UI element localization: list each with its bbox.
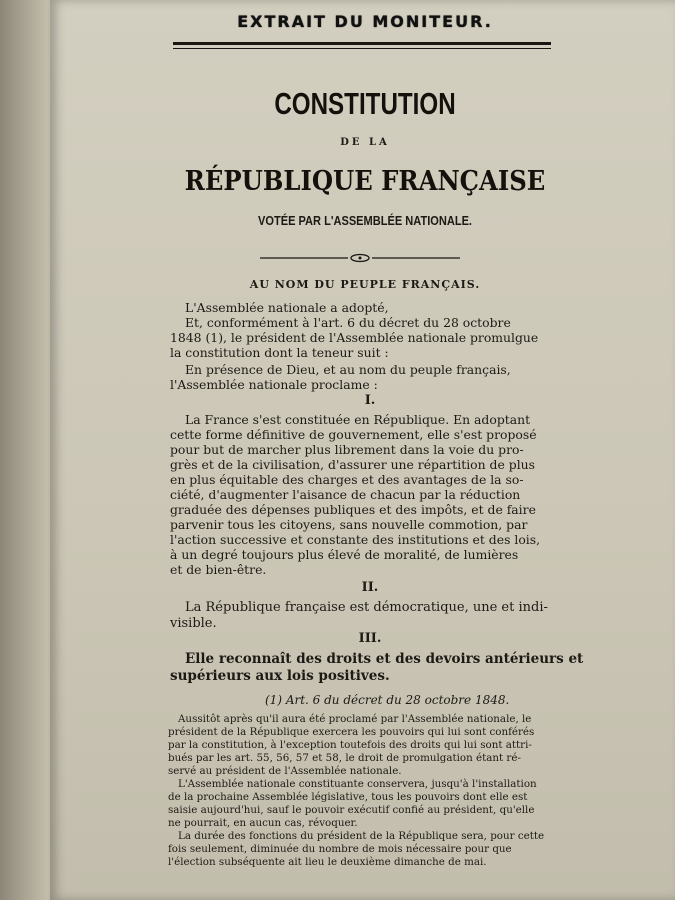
document-subtitle: RÉPUBLIQUE FRANÇAISE: [184, 166, 546, 197]
preamble-line: Et, conformément à l'art. 6 du décret du 28 octobre: [185, 315, 511, 330]
footnote-line: ne pourrait, en aucun cas, révoquer.: [168, 817, 358, 829]
article-line: La République française est démocratique, une et indi-: [185, 600, 548, 615]
document-title: CONSTITUTION: [274, 86, 456, 121]
article-line: et de bien-être.: [170, 562, 267, 577]
footnote-line: bués par les art. 55, 56, 57 et 58, le droit de promulgation étant ré-: [168, 752, 521, 764]
article-numeral: I.: [364, 393, 376, 408]
masthead: EXTRAIT DU MONITEUR.: [237, 12, 493, 31]
adoption-line: VOTÉE PAR L'ASSEMBLÉE NATIONALE.: [257, 213, 473, 228]
article-line: pour but de marcher plus librement dans la voie du pro-: [170, 442, 524, 457]
invocation-heading: AU NOM DU PEUPLE FRANÇAIS.: [249, 278, 481, 291]
footnote-line: L'Assemblée nationale constituante conservera, jusqu'à l'installation: [178, 778, 537, 790]
article-line: en plus équitable des charges et des avantages de la so-: [170, 472, 524, 487]
footnote-line: Aussitôt après qu'il aura été proclamé par l'Assemblée nationale, le: [178, 713, 532, 725]
article-line: visible.: [170, 616, 217, 631]
preamble-line: l'Assemblée nationale proclame :: [170, 377, 378, 392]
article-line: grès et de la civilisation, d'assurer une répartition de plus: [170, 457, 535, 472]
article-line: parvenir tous les citoyens, sans nouvelle commotion, par: [170, 517, 528, 532]
ornament-divider: [260, 252, 460, 264]
article-line: supérieurs aux lois positives.: [170, 668, 390, 684]
masthead-rule: [173, 42, 551, 45]
article-line: l'action successive et constante des institutions et des lois,: [170, 532, 541, 547]
footnote-line: de la prochaine Assemblée législative, tous les pouvoirs dont elle est: [168, 791, 528, 803]
book-binding: [0, 0, 48, 900]
article-line: cette forme définitive de gouvernement, elle s'est proposé: [170, 427, 537, 442]
document-page: [50, 0, 675, 900]
preamble-line: L'Assemblée nationale a adopté,: [185, 300, 389, 315]
article-line: La France s'est constituée en République. En adoptant: [185, 412, 531, 427]
footnote-line: président de la République exercera les pouvoirs qui lui sont conférés: [168, 726, 535, 738]
article-numeral: II.: [361, 580, 379, 595]
title-connector: DE LA: [340, 137, 390, 148]
preamble-line: 1848 (1), le président de l'Assemblée nationale promulgue: [170, 330, 539, 345]
article-numeral: III.: [358, 631, 382, 646]
masthead-rule-thin: [173, 48, 551, 49]
article-line: à un degré toujours plus élevé de moralité, de lumières: [170, 547, 519, 562]
footnote-line: saisie aujourd'hui, sauf le pouvoir exécutif confié au président, qu'elle: [168, 804, 535, 816]
preamble-line: la constitution dont la teneur suit :: [170, 345, 389, 360]
article-line: graduée des dépenses publiques et des impôts, et de faire: [170, 502, 536, 517]
preamble-line: En présence de Dieu, et au nom du peuple français,: [185, 362, 511, 377]
article-line: ciété, d'augmenter l'aisance de chacun par la réduction: [170, 487, 521, 502]
footnote-line: l'élection subséquente ait lieu le deuxième dimanche de mai.: [168, 856, 487, 868]
footnote-heading: (1) Art. 6 du décret du 28 octobre 1848.: [265, 693, 510, 707]
footnote-line: servé au président de l'Assemblée nationale.: [168, 765, 402, 777]
article-line: Elle reconnaît des droits et des devoirs antérieurs et: [185, 651, 584, 667]
footnote-line: fois seulement, diminuée du nombre de mois nécessaire pour que: [168, 843, 512, 855]
footnote-line: par la constitution, à l'exception toutefois des droits qui lui sont attri-: [168, 739, 532, 751]
footnote-line: La durée des fonctions du président de la République sera, pour cette: [178, 830, 545, 842]
